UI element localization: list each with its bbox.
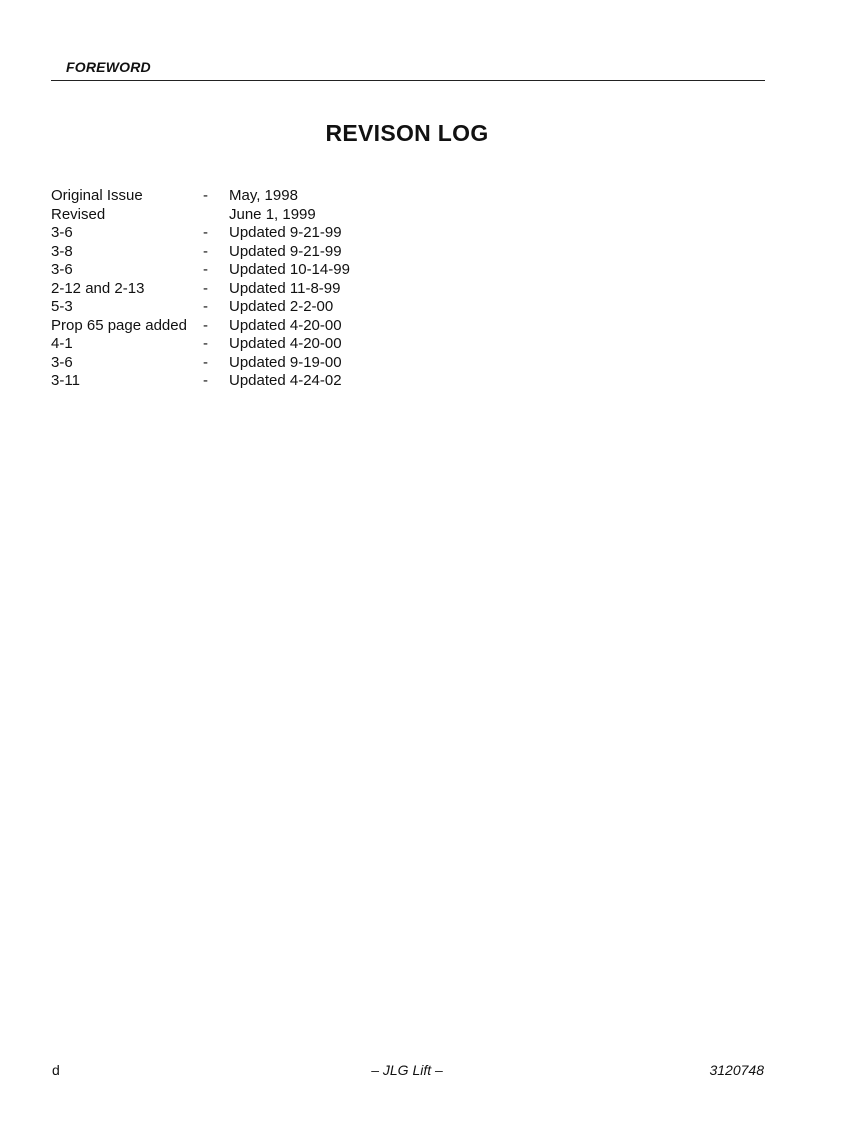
document-number: 3120748: [709, 1062, 764, 1078]
revision-note: Updated 2-2-00: [229, 298, 334, 315]
revision-item: 2-12 and 2-13: [51, 279, 145, 297]
revision-note: Updated 9-21-99: [229, 242, 342, 260]
revision-item: 5-3: [51, 298, 73, 315]
revision-separator: -: [203, 187, 208, 204]
page-title: REVISON LOG: [325, 120, 489, 146]
footer-brand: – JLG Lift –: [371, 1062, 443, 1078]
revision-note: May, 1998: [229, 187, 298, 204]
revision-item: 3-6: [51, 353, 73, 371]
revision-note: June 1, 1999: [229, 205, 316, 223]
revision-note: Updated 10-14-99: [229, 261, 350, 278]
revision-note: Updated 4-24-02: [229, 372, 342, 389]
revision-item: 3-11: [51, 372, 80, 389]
revision-item: Original Issue: [51, 187, 143, 204]
page-number: d: [52, 1062, 60, 1078]
revision-separator: -: [203, 335, 208, 352]
revision-item: 3-6: [51, 224, 73, 241]
revision-note: Updated 9-19-00: [229, 353, 342, 371]
revision-note: Updated 9-21-99: [229, 224, 342, 241]
revision-separator: -: [203, 372, 208, 389]
revision-item: Revised: [51, 205, 106, 223]
revision-note: Updated 11-8-99: [229, 279, 341, 297]
revision-item: 4-1: [51, 335, 73, 352]
revision-separator: -: [203, 242, 208, 260]
revision-separator: -: [203, 298, 208, 315]
section-title: FOREWORD: [66, 59, 151, 75]
revision-item: Prop 65 page added: [51, 316, 187, 334]
revision-separator: -: [203, 353, 208, 371]
revision-separator: -: [203, 261, 208, 278]
revision-item: 3-6: [51, 261, 73, 278]
revision-separator: -: [203, 224, 208, 241]
revision-separator: -: [203, 316, 208, 334]
revision-note: Updated 4-20-00: [229, 335, 342, 352]
revision-separator: -: [203, 279, 208, 297]
revision-note: Updated 4-20-00: [229, 316, 342, 334]
header-divider: [51, 80, 765, 81]
revision-item: 3-8: [51, 242, 73, 260]
